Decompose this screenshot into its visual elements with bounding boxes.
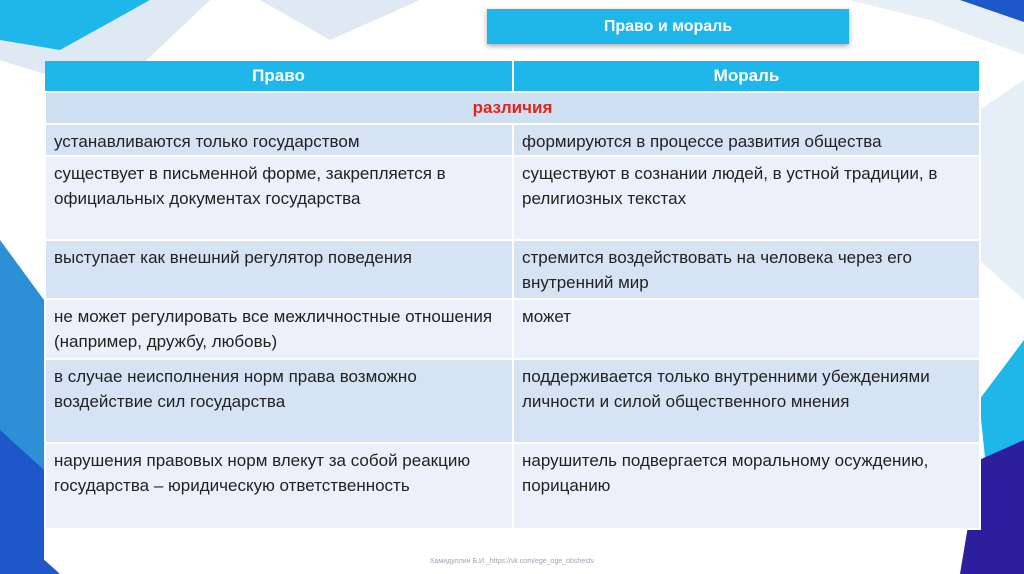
column-header-law: Право	[45, 61, 513, 92]
cell-morality: поддерживается только внутренними убеждениями личности и силой общественного мнения	[513, 359, 980, 443]
comparison-table	[44, 61, 981, 530]
table-row	[45, 443, 980, 529]
slide-footer: Хамидуллин Б.И._https://vk.com/ege_oge_obshestv	[429, 558, 595, 565]
table-header-row	[45, 61, 980, 92]
cell-morality: нарушитель подвергается моральному осуждению, порицанию	[513, 443, 980, 529]
table-row	[45, 156, 980, 240]
table-row	[45, 359, 980, 443]
cell-law: выступает как внешний регулятор поведения	[45, 240, 513, 299]
cell-law: в случае неисполнения норм права возможно воздействие сил государства	[45, 359, 513, 443]
slide-title: Право и мораль	[487, 9, 849, 44]
cell-law: не может регулировать все межличностные отношения (например, дружбу, любовь)	[45, 299, 513, 359]
cell-morality: может	[513, 299, 980, 359]
deco-shape-top-mid	[260, 0, 420, 40]
cell-morality: стремится воздействовать на человека через его внутренний мир	[513, 240, 980, 299]
deco-shape-right-light	[979, 80, 1024, 300]
cell-morality: существуют в сознании людей, в устной традиции, в религиозных текстах	[513, 156, 980, 240]
table-row	[45, 124, 980, 156]
section-label-differences: различия	[45, 92, 980, 124]
cell-law: нарушения правовых норм влекут за собой реакцию государства – юридическую ответственность	[45, 443, 513, 529]
section-row	[45, 92, 980, 124]
cell-morality: формируются в процессе развития общества	[513, 124, 980, 156]
table-row	[45, 299, 980, 359]
table-row	[45, 240, 980, 299]
cell-law: устанавливаются только государством	[45, 124, 513, 156]
cell-law: существует в письменной форме, закрепляется в официальных документах государства	[45, 156, 513, 240]
column-header-morality: Мораль	[513, 61, 980, 92]
